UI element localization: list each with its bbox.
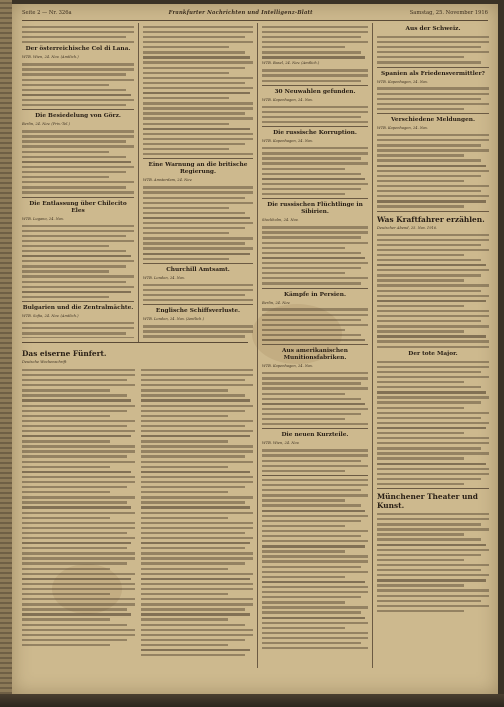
headline-col-di-lana: Der österreichische Col di Lana. (25, 46, 131, 53)
dateline: WTB. London, 24. Nov. (143, 275, 185, 280)
dateline: WTB. Kopenhagen, 24. Nov. (262, 139, 313, 144)
headline-bulgarien: Bulgarien und die Zentralmächte. (22, 305, 134, 312)
column-3 (262, 23, 368, 663)
headline-persien: Kämpfe in Persien. (284, 291, 346, 298)
headline-eiserne-fuenfert: Das eiserne Fünfert. (22, 349, 107, 358)
dateline: Deutscher Abend, 25. Nov. 1916. (377, 225, 438, 230)
dateline: WTB. Sofia, 24. Nov. (Amtlich.) (22, 314, 79, 319)
column-1 (22, 23, 134, 338)
running-head (22, 10, 488, 21)
dateline: WTB. Amsterdam, 24. Nov. (143, 178, 193, 183)
dateline: WTB. Kopenhagen, 24. Nov. (377, 126, 428, 131)
headline-toter-major: Der tote Major. (408, 350, 458, 357)
headline-theater: Münchener Theater und Kunst. (377, 492, 478, 511)
headline-spanien: Spanien als Friedensvermittler? (381, 70, 485, 77)
headline-schweiz: Aus der Schweiz. (405, 26, 461, 32)
page-bottom-edge (0, 694, 504, 707)
section-divider (22, 342, 248, 343)
dateline: WTB. London, 24. Nov. (Amtlich.) (143, 317, 205, 322)
headline-neuwahlen: 30 Neuwahlen gefunden. (274, 88, 356, 95)
dateline: WTB. Kopenhagen, 24. Nov. (262, 364, 313, 369)
feuilleton-section (22, 346, 253, 686)
headline-churchill: Churchill Amtsamt. (166, 266, 230, 273)
page-fold-edge (0, 0, 12, 707)
headline-schiffsverluste: Englische Schiffsverluste. (155, 308, 241, 315)
newspaper-page (12, 4, 498, 694)
column-2 (143, 23, 253, 338)
column-4 (377, 23, 489, 663)
headline-chilecito: Die Entlassung über Chilecito Eles (29, 200, 127, 214)
newspaper-title: Frankfurter Nachrichten und Intelligenz-Blatt (168, 10, 313, 16)
headline-kurzteile: Die neuen Kurzteile. (281, 432, 349, 439)
dateline: WTB. Wien, 24. Nov. (262, 441, 300, 446)
headline-kraftfahrer: Was Kraftfahrer erzählen. (377, 214, 485, 224)
headline-fluechtlinge: Die russischen Flüchtlinge in Sibirien. (267, 202, 363, 216)
dateline: WTB. Lugano, 24. Nov. (22, 216, 64, 221)
dateline: WTB. Wien, 24. Nov. (Amtlich.) (22, 55, 79, 60)
headline-warnung: Eine Warnung an die britische Regierung. (148, 162, 248, 176)
dateline: Stockholm, 24. Nov. (262, 218, 299, 223)
dateline: WTB. Basel, 24. Nov. (Amtlich.) (262, 61, 320, 66)
dateline: WTB. Kopenhagen, 24. Nov. (262, 97, 313, 102)
headline-korruption: Die russische Korruption. (273, 130, 357, 137)
dateline: Berlin, 24. Nov. (262, 300, 291, 305)
dateline: Berlin, 24. Nov. (Priv.-Tel.) (22, 122, 70, 127)
issue-date: Samstag, 25. November 1916 (409, 10, 488, 16)
dateline: Deutsche Wochenschrift (22, 360, 67, 364)
headline-meldungen: Verschiedene Meldungen. (390, 117, 476, 124)
page-number: Seite 2 — Nr. 326a (22, 10, 72, 16)
headline-goerz: Die Besiedelung von Görz. (35, 113, 121, 120)
dateline: WTB. Kopenhagen, 24. Nov. (377, 79, 428, 84)
headline-munitionsfabriken: Aus amerikanischen Munitionsfabriken. (282, 348, 348, 362)
